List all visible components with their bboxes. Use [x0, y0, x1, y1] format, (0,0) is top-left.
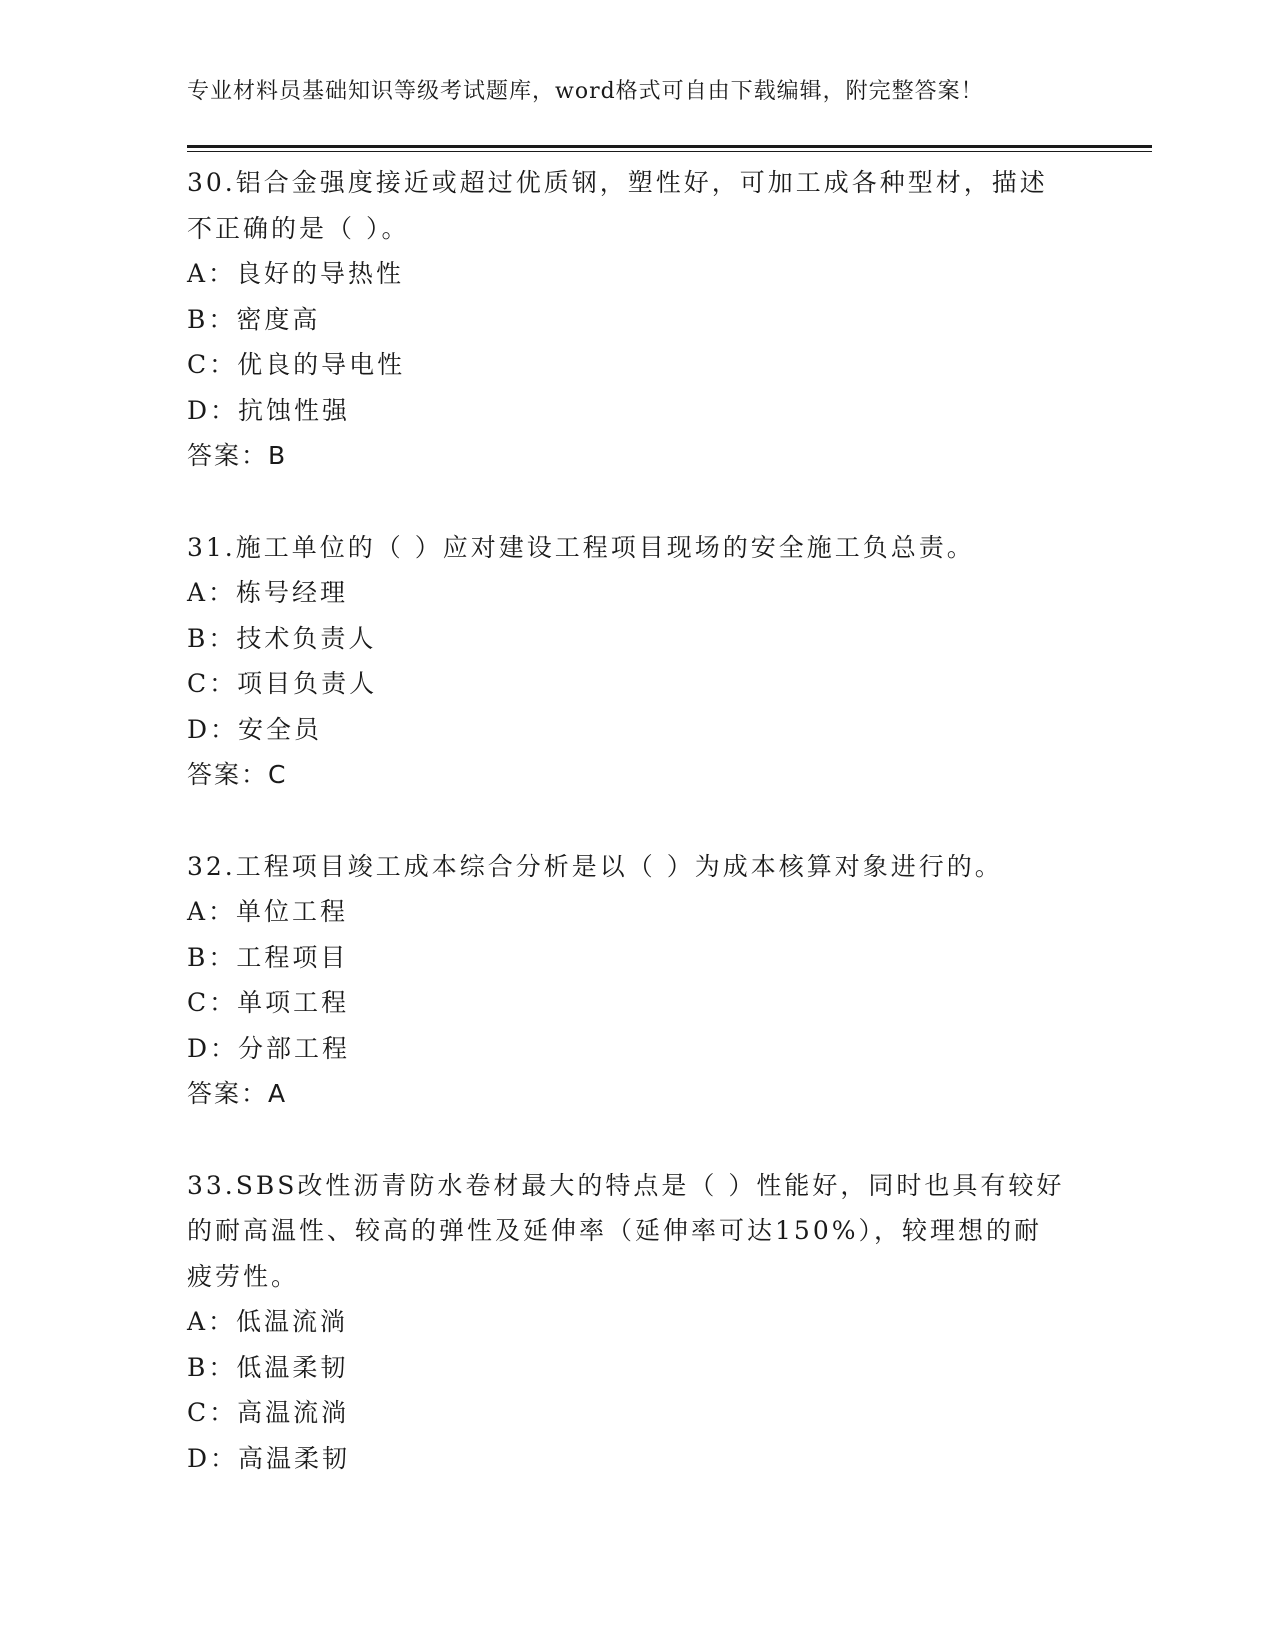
option-a: A：单位工程 [187, 897, 349, 926]
option-c: C：项目负责人 [187, 669, 378, 698]
question-stem-line: 疲劳性。 [187, 1261, 300, 1291]
question-stem [187, 844, 1087, 890]
question-stem [187, 160, 1087, 251]
option-d: D：分部工程 [187, 1033, 351, 1063]
question-30 [187, 160, 1087, 479]
option-a: A：低温流淌 [187, 1307, 349, 1336]
answer: 答案：C [187, 760, 288, 789]
question-list [187, 160, 1087, 1527]
question-stem-line: 33.SBS改性沥青防水卷材最大的特点是（ ）性能好，同时也具有较好 [187, 1170, 1065, 1200]
question-stem-line: 30.铝合金强度接近或超过优质钢，塑性好，可加工成各种型材，描述 [187, 168, 1048, 197]
answer: 答案：A [187, 1079, 288, 1108]
option-d: D：安全员 [187, 714, 323, 744]
option-d: D：高温柔韧 [187, 1443, 351, 1473]
option-d: D：抗蚀性强 [187, 395, 351, 425]
question-stem-line: 31.施工单位的（ ）应对建设工程项目现场的安全施工负总责。 [187, 532, 975, 562]
question-stem-line: 的耐高温性、较高的弹性及延伸率（延伸率可达150%），较理想的耐 [187, 1216, 1042, 1245]
option-b: B：工程项目 [187, 942, 349, 972]
question-stem [187, 525, 1087, 571]
answer: 答案：B [187, 441, 288, 470]
question-33 [187, 1163, 1087, 1482]
question-stem [187, 1163, 1087, 1300]
header-rule-thin [187, 151, 1152, 152]
question-stem-line: 不正确的是（ ）。 [187, 213, 410, 243]
question-31 [187, 525, 1087, 798]
option-c: C：高温流淌 [187, 1398, 350, 1427]
option-c: C：单项工程 [187, 988, 350, 1017]
question-32 [187, 844, 1087, 1117]
option-b: B：密度高 [187, 304, 321, 334]
option-b: B：低温柔韧 [187, 1352, 349, 1382]
option-c: C：优良的导电性 [187, 350, 406, 379]
page-header: 专业材料员基础知识等级考试题库，word格式可自由下载编辑，附完整答案！ [187, 79, 984, 104]
option-b: B：技术负责人 [187, 623, 377, 653]
header-rule-thick [187, 145, 1152, 148]
question-stem-line: 32.工程项目竣工成本综合分析是以（ ）为成本核算对象进行的。 [187, 851, 1003, 881]
option-a: A：良好的导热性 [187, 259, 405, 288]
option-a: A：栋号经理 [187, 578, 349, 607]
